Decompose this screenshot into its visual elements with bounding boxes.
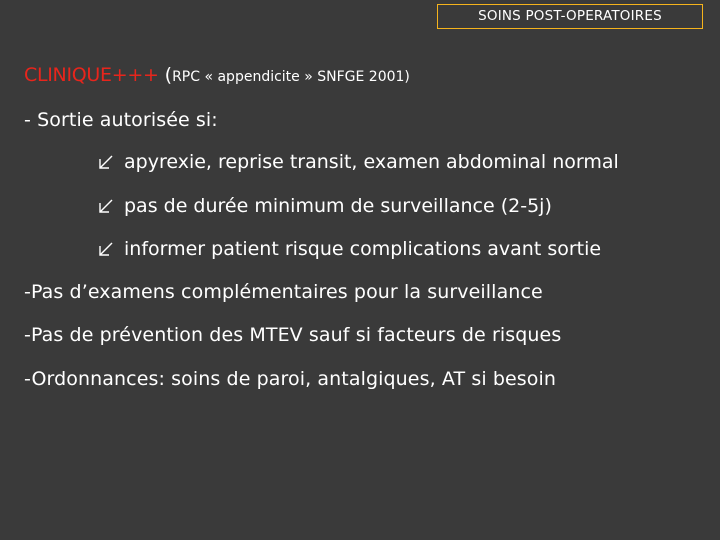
discharge-condition-text: informer patient risque complications avant sortie: [124, 238, 602, 260]
heading-emphasis: CLINIQUE+++: [24, 64, 159, 86]
discharge-condition-text: pas de durée minimum de surveillance (2-5j): [124, 195, 552, 217]
discharge-intro: - Sortie autorisée si:: [24, 109, 218, 131]
discharge-condition: [98, 236, 601, 262]
discharge-condition: [98, 149, 619, 175]
slide-title: SOINS POST-OPERATOIRES: [437, 4, 703, 29]
point-line: -Pas d’examens complémentaires pour la surveillance: [24, 281, 543, 303]
arrow-down-left-icon: [98, 198, 114, 214]
section-heading: [24, 60, 410, 92]
heading-paren: (: [158, 64, 173, 86]
point-line: -Pas de prévention des MTEV sauf si facteurs de risques: [24, 324, 562, 346]
discharge-condition-text: apyrexie, reprise transit, examen abdominal normal: [124, 151, 619, 173]
discharge-condition: [98, 193, 552, 219]
arrow-down-left-icon: [98, 154, 114, 170]
point-line: -Ordonnances: soins de paroi, antalgiques, AT si besoin: [24, 368, 557, 390]
arrow-down-left-icon: [98, 241, 114, 257]
heading-reference: RPC « appendicite » SNFGE 2001): [172, 69, 410, 85]
